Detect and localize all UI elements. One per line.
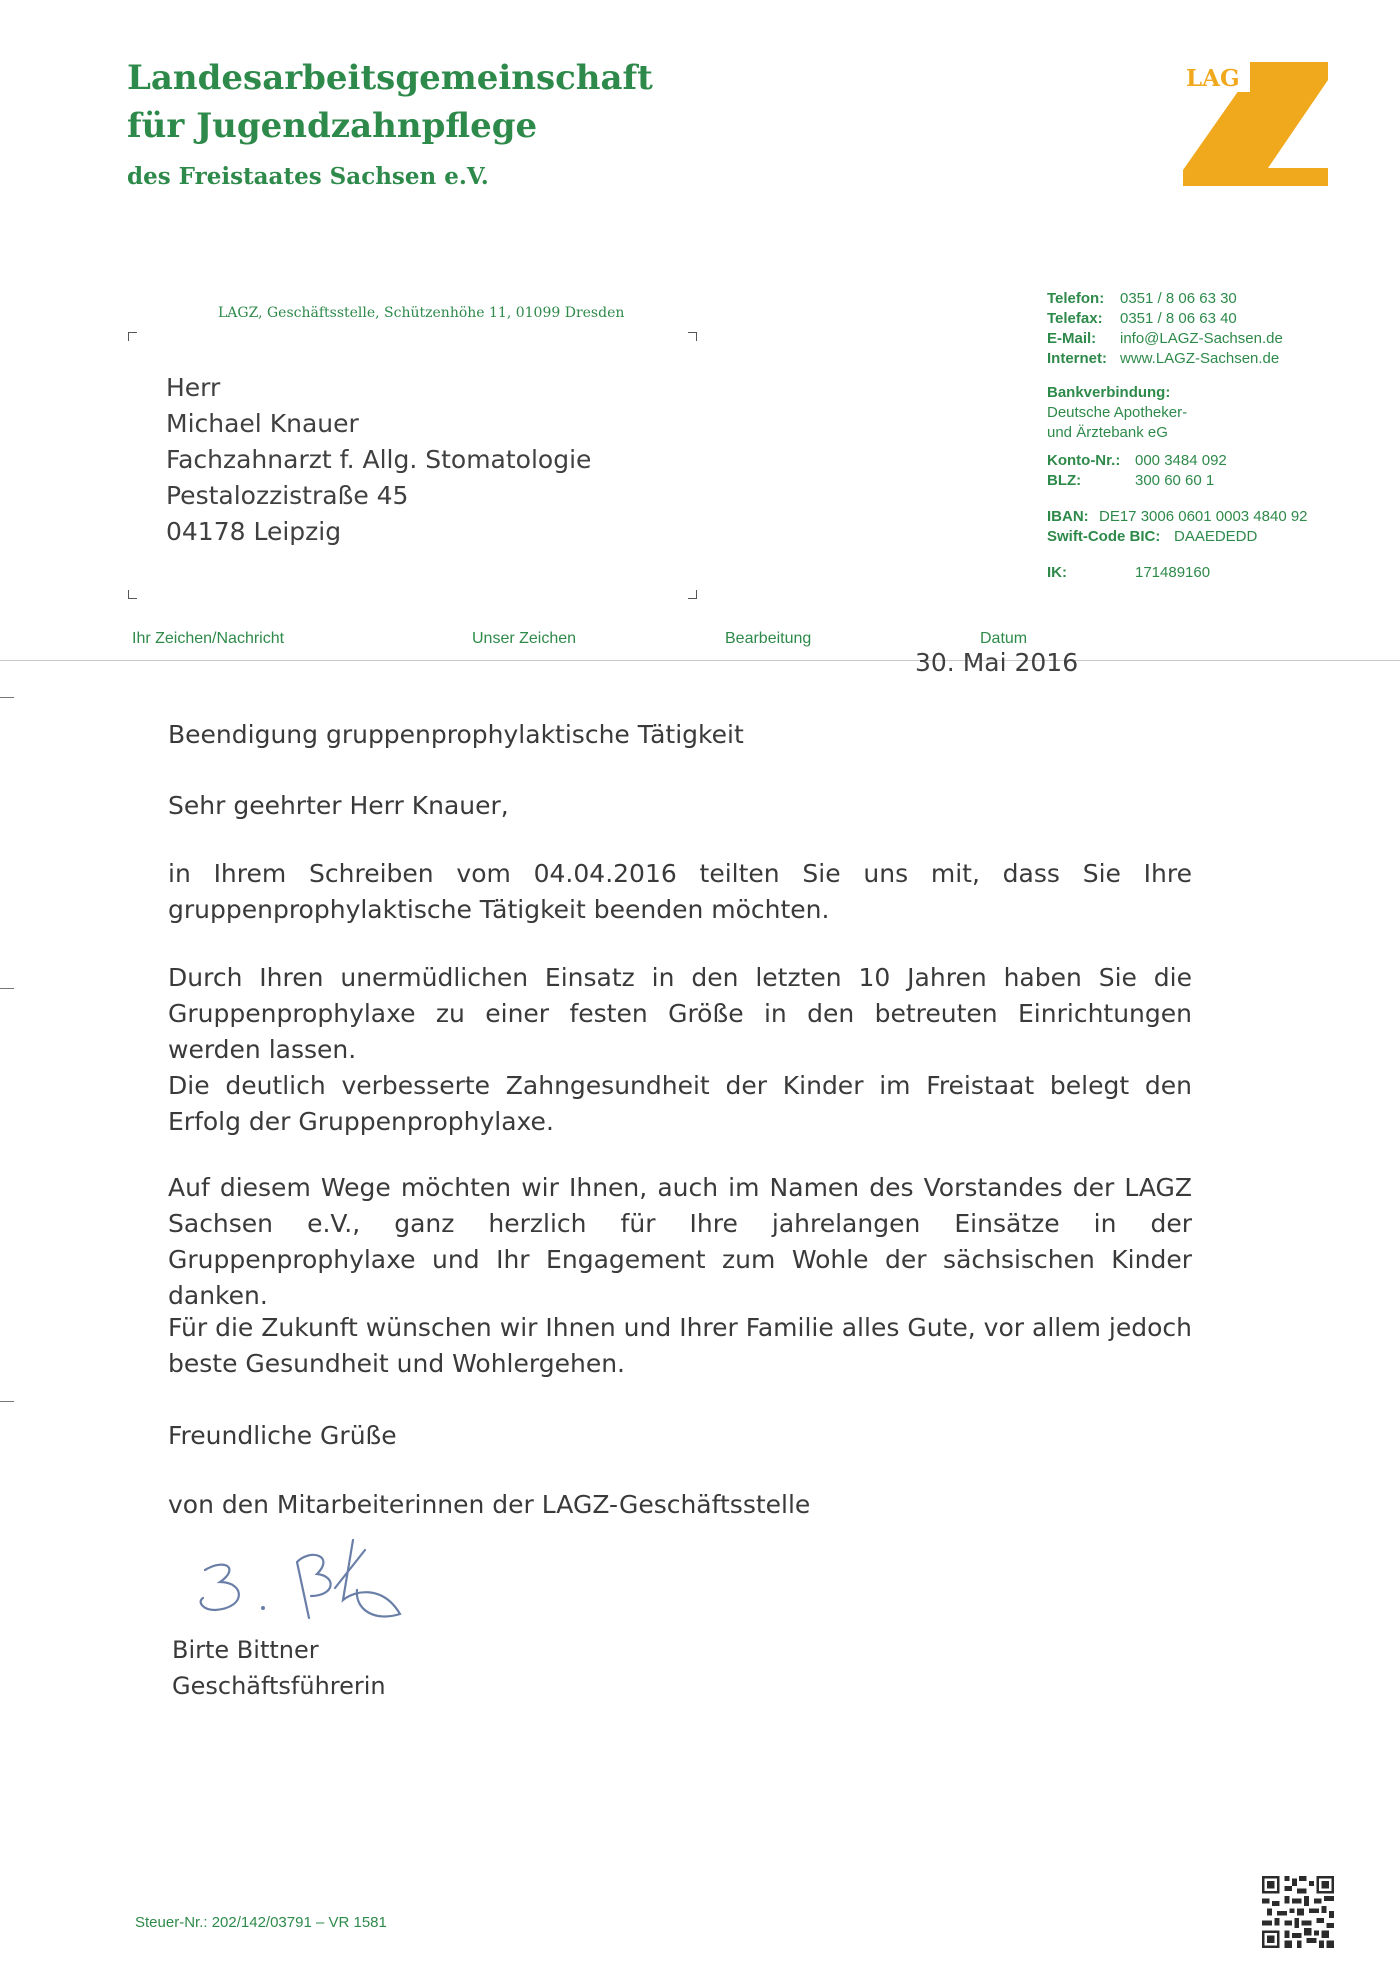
recipient-line: Fachzahnarzt f. Allg. Stomatologie	[166, 445, 592, 474]
logo-text: LAG	[1186, 65, 1240, 92]
signer-title: Geschäftsführerin	[172, 1672, 386, 1700]
ref-datum-label: Datum	[980, 630, 1028, 647]
bank-label: Bankverbindung:	[1047, 384, 1171, 401]
telefax-value: 0351 / 8 06 63 40	[1120, 310, 1237, 327]
blz-label: BLZ:	[1047, 472, 1082, 489]
salutation: Sehr geehrter Herr Knauer,	[168, 791, 509, 820]
paragraph-3: Auf diesem Wege möchten wir Ihnen, auch im Namen des Vorstandes der LAGZ Sachsen e.V., ganz herzlich für Ihre jahrelangen Einsätze in der Gruppenprophylaxe und Ihr Engagement zum Wohle der sächsischen Kinder danken.	[168, 1173, 1192, 1310]
contact-block	[1047, 289, 1308, 583]
org-name-line2: für Jugendzahnpflege	[127, 106, 538, 146]
paragraph-1: in Ihrem Schreiben vom 04.04.2016 teilten Sie uns mit, dass Sie Ihre gruppenprophylaktische Tätigkeit beenden möchten.	[168, 859, 1192, 924]
letter-subject: Beendigung gruppenprophylaktische Tätigkeit	[168, 720, 744, 749]
signer-name: Birte Bittner	[172, 1636, 319, 1664]
telefon-value: 0351 / 8 06 63 30	[1120, 290, 1237, 307]
handwritten-signature	[185, 1530, 445, 1630]
paragraph-4: Für die Zukunft wünschen wir Ihnen und Ihrer Familie alles Gute, vor allem jedoch beste Gesundheit und Wohlergehen.	[168, 1313, 1192, 1378]
iban-value: DE17 3006 0601 0003 4840 92	[1099, 508, 1308, 525]
recipient-address	[166, 370, 591, 550]
footer-tax-number: Steuer-Nr.: 202/142/03791 – VR 1581	[135, 1914, 387, 1931]
window-corner-bottom-right	[688, 590, 697, 599]
window-corner-top-right	[688, 332, 697, 341]
letter-date: 30. Mai 2016	[915, 648, 1079, 677]
ref-ihr-zeichen: Ihr Zeichen/Nachricht	[132, 630, 285, 647]
email-label: E-Mail:	[1047, 330, 1097, 347]
org-name-line3: des Freistaates Sachsen e.V.	[127, 163, 489, 190]
email-value: info@LAGZ-Sachsen.de	[1120, 330, 1283, 347]
bank-name-line2: und Ärztebank eG	[1047, 424, 1168, 441]
telefax-label: Telefax:	[1047, 310, 1103, 327]
internet-value: www.LAGZ-Sachsen.de	[1120, 350, 1280, 367]
blz-value: 300 60 60 1	[1135, 472, 1215, 489]
konto-value: 000 3484 092	[1135, 452, 1227, 469]
closing-from: von den Mitarbeiterinnen der LAGZ-Geschäftsstelle	[168, 1490, 811, 1519]
paragraph-2	[168, 960, 1192, 1140]
bic-value: DAAEDEDD	[1174, 528, 1258, 545]
paragraph-2a: Durch Ihren unermüdlichen Einsatz in den letzten 10 Jahren haben Sie die Gruppenprophylaxe zu einer festen Größe in den betreuten Einrichtungen werden lassen.	[168, 963, 1192, 1064]
recipient-line: Herr	[166, 373, 221, 402]
recipient-line: Pestalozzistraße 45	[166, 481, 409, 510]
closing: Freundliche Grüße	[168, 1421, 397, 1450]
bank-name-line1: Deutsche Apotheker-	[1047, 404, 1188, 421]
ik-value: 171489160	[1135, 564, 1211, 581]
fold-mark	[0, 1401, 14, 1402]
fold-mark	[0, 988, 14, 989]
ref-unser-zeichen: Unser Zeichen	[472, 630, 577, 647]
lagz-logo	[1180, 60, 1330, 190]
signer-block	[172, 1632, 386, 1704]
internet-label: Internet:	[1047, 350, 1107, 367]
sender-return-address: LAGZ, Geschäftsstelle, Schützenhöhe 11, 01099 Dresden	[218, 305, 625, 321]
fold-line	[0, 660, 1400, 661]
ref-bearbeitung: Bearbeitung	[725, 630, 812, 647]
org-name-line1: Landesarbeitsgemeinschaft	[127, 58, 653, 98]
konto-label: Konto-Nr.:	[1047, 452, 1121, 469]
iban-label: IBAN:	[1047, 508, 1089, 525]
recipient-line: 04178 Leipzig	[166, 517, 342, 546]
bic-label: Swift-Code BIC:	[1047, 528, 1161, 545]
telefon-label: Telefon:	[1047, 290, 1105, 307]
window-corner-top-left	[128, 332, 137, 341]
window-corner-bottom-left	[128, 590, 137, 599]
ik-label: IK:	[1047, 564, 1067, 581]
paragraph-2b: Die deutlich verbesserte Zahngesundheit der Kinder im Freistaat belegt den Erfolg der Gruppenprophylaxe.	[168, 1071, 1192, 1136]
qr-code-icon	[1262, 1876, 1334, 1948]
recipient-line: Michael Knauer	[166, 409, 359, 438]
fold-mark	[0, 697, 14, 698]
